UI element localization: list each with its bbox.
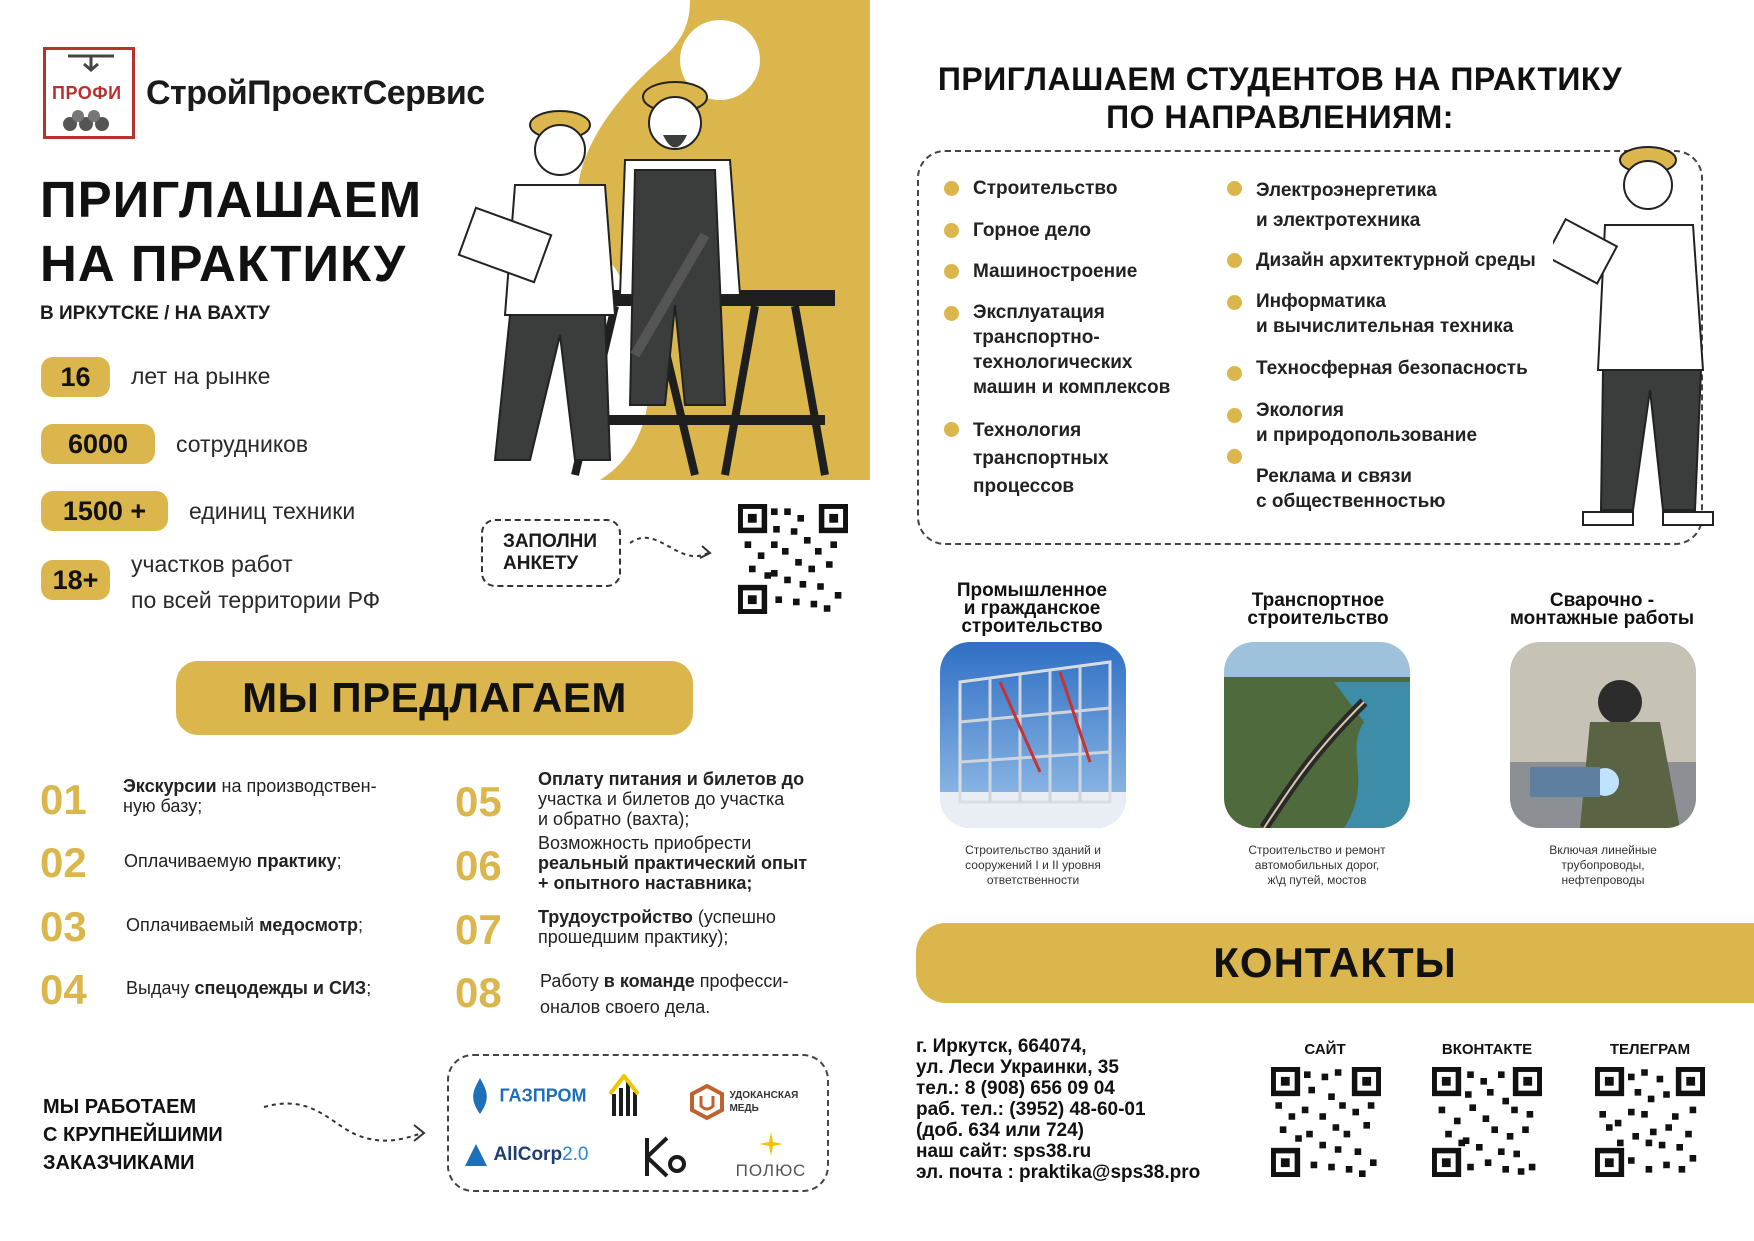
offer-number-07: 07 xyxy=(455,906,502,953)
offer-item-02-pre: Оплачиваемую xyxy=(124,851,257,871)
logo-crane-icon xyxy=(66,52,116,82)
contact-address-line-1: г. Иркутск, 664074, xyxy=(916,1036,1087,1057)
company-logo xyxy=(43,47,135,139)
bullet-dot-icon xyxy=(944,223,959,238)
contact-website[interactable]: наш сайт: sps38.ru xyxy=(916,1141,1092,1162)
logo-pipes-icon xyxy=(60,110,122,134)
stat-label-employees: сотрудников xyxy=(176,431,309,457)
qr-label-vk: ВКОНТАКТЕ xyxy=(1441,1041,1533,1058)
direction-item xyxy=(1256,176,1437,236)
offer-item-05-line-3: и обратно (вахта); xyxy=(538,809,690,829)
clients-title-line-2: С КРУПНЕЙШИМИ xyxy=(43,1124,223,1146)
offer-item-02-bold: практику xyxy=(256,851,337,871)
page-title-line-1: ПРИГЛАШАЕМ xyxy=(40,171,423,228)
offer-item-08-pre: Работу xyxy=(540,971,604,991)
contact-address-line-2: ул. Леси Украинки, 35 xyxy=(916,1057,1119,1078)
page-subtitle: В ИРКУТСКЕ / НА ВАХТУ xyxy=(40,303,270,324)
workers-illustration xyxy=(455,75,845,495)
category-title-line: Сварочно - xyxy=(1549,590,1655,611)
direction-item-line: с общественностью xyxy=(1256,491,1446,512)
udokan-logo-line-1: УДОКАНСКАЯ xyxy=(729,1090,799,1101)
clients-title-line-1: МЫ РАБОТАЕМ xyxy=(43,1096,197,1118)
offer-item-01-bold: Экскурсии xyxy=(123,776,217,796)
offer-item-02-rest: ; xyxy=(336,851,342,871)
offer-number-02: 02 xyxy=(40,839,87,886)
category-desc-line: трубопроводы, xyxy=(1561,858,1645,872)
bullet-dot-icon xyxy=(1227,181,1242,196)
stat-label-sites-line-2: по всей территории РФ xyxy=(131,587,381,613)
category-desc-welding xyxy=(1510,843,1696,888)
form-call-line-1: ЗАПОЛНИ xyxy=(503,531,598,552)
gazprom-logo xyxy=(465,1076,587,1116)
direction-item-line: технологических xyxy=(973,352,1133,373)
category-desc-line: сооружений I и II уровня xyxy=(965,858,1101,872)
category-desc-line: Строительство зданий и xyxy=(965,843,1101,857)
direction-item-line: Эксплуатация xyxy=(973,302,1105,323)
offer-number-03: 03 xyxy=(40,903,87,950)
page-title-line-2: НА ПРАКТИКУ xyxy=(40,235,407,292)
clients-logos-box xyxy=(447,1054,829,1192)
offer-item-08 xyxy=(540,968,788,1020)
welding-photo xyxy=(1510,642,1696,828)
page-title xyxy=(40,168,460,296)
allcorp-logo-version: 2.0 xyxy=(562,1144,589,1165)
clients-title-line-3: ЗАКАЗЧИКАМИ xyxy=(43,1152,195,1174)
qr-label-site: САЙТ xyxy=(1304,1041,1346,1058)
offer-item-01 xyxy=(123,776,377,816)
offer-item-04 xyxy=(126,978,371,998)
bullet-dot-icon xyxy=(1227,253,1242,268)
site-qr-code-icon[interactable] xyxy=(1271,1067,1381,1177)
offer-item-08-line-2: оналов своего дела. xyxy=(540,997,711,1017)
contact-info xyxy=(916,1036,1200,1183)
contacts-banner xyxy=(916,923,1754,1003)
direction-item-line: процессов xyxy=(973,476,1075,497)
industrial-construction-photo xyxy=(940,642,1126,828)
client-emblem-icon xyxy=(641,1134,687,1180)
bullet-dot-icon xyxy=(944,422,959,437)
direction-item-line: Экология xyxy=(1256,400,1345,421)
direction-item: Техносферная безопасность xyxy=(1256,358,1528,379)
direction-item: Горное дело xyxy=(973,220,1092,241)
stat-label-machinery: единиц техники xyxy=(189,498,356,524)
stat-badge-employees: 6000 xyxy=(41,424,155,464)
category-desc-line: Строительство и ремонт xyxy=(1248,843,1386,857)
clients-title xyxy=(43,1093,283,1177)
offer-item-01-rest: на производствен- xyxy=(216,776,377,796)
stat-label-sites-line-1: участков работ xyxy=(131,551,293,577)
category-desc-line: ответственности xyxy=(986,873,1080,887)
direction-item: Строительство xyxy=(973,178,1118,199)
clients-dashed-arrow-icon xyxy=(262,1095,432,1155)
direction-item-line: Реклама и связи xyxy=(1256,466,1412,487)
rosneft-logo-icon xyxy=(606,1074,642,1118)
category-title-line: строительство xyxy=(1247,608,1389,629)
offer-item-07-rest: (успешно xyxy=(692,907,776,927)
road-construction-photo xyxy=(1224,642,1410,828)
udokan-logo xyxy=(689,1084,798,1120)
direction-item xyxy=(973,300,1170,400)
contact-work-phone[interactable]: раб. тел.: (3952) 48-60-01 xyxy=(916,1099,1146,1120)
offer-number-05: 05 xyxy=(455,778,502,825)
offer-item-03-bold: медосмотр xyxy=(259,915,359,935)
offer-item-06-line-2: реальный практический опыт xyxy=(538,853,808,873)
offer-item-05-line-2: участка и билетов до участка xyxy=(538,789,785,809)
udokan-hexagon-icon xyxy=(689,1084,725,1120)
direction-item-line: Информатика xyxy=(1256,291,1386,312)
category-desc-line: ж\д путей, мостов xyxy=(1267,873,1367,887)
qr-label-telegram: ТЕЛЕГРАМ xyxy=(1609,1041,1691,1058)
category-title-line: Транспортное xyxy=(1251,590,1385,611)
allcorp-logo-text: AllCorp xyxy=(493,1144,563,1165)
allcorp-logo xyxy=(463,1142,588,1168)
bullet-dot-icon xyxy=(944,181,959,196)
category-title-line: Промышленное xyxy=(956,580,1108,601)
direction-item-line: транспортно- xyxy=(973,327,1100,348)
stat-badge-machinery: 1500 + xyxy=(41,491,168,531)
form-call-box[interactable] xyxy=(481,519,621,587)
offer-item-06 xyxy=(538,833,807,893)
stat-badge-sites: 18+ xyxy=(41,560,110,600)
direction-item-line: Технология xyxy=(973,420,1082,441)
gazprom-flame-icon xyxy=(465,1076,495,1116)
offer-item-07-line-2: прошедшим практику); xyxy=(538,927,729,947)
stat-label-years: лет на рынке xyxy=(131,363,271,389)
telegram-qr-code-icon[interactable] xyxy=(1595,1067,1705,1177)
contact-extension: (доб. 634 или 724) xyxy=(916,1120,1085,1141)
offer-item-03-rest: ; xyxy=(358,915,364,935)
contacts-banner-text: КОНТАКТЫ xyxy=(1213,939,1457,986)
offer-item-03 xyxy=(126,915,363,935)
form-call-line-2: АНКЕТУ xyxy=(503,553,579,574)
offer-item-02 xyxy=(124,851,342,871)
direction-item-line: и электротехника xyxy=(1256,210,1421,231)
direction-item-line: машин и комплексов xyxy=(973,377,1171,398)
offer-number-08: 08 xyxy=(455,969,502,1016)
offer-item-05 xyxy=(538,769,804,829)
form-qr-code-icon[interactable] xyxy=(738,504,848,614)
allcorp-arrow-icon xyxy=(463,1142,489,1168)
bullet-dot-icon xyxy=(1227,366,1242,381)
offer-item-05-line-1: Оплату питания и билетов до xyxy=(538,769,805,789)
directions-title xyxy=(910,60,1650,136)
direction-item-line: Электроэнергетика xyxy=(1256,180,1437,201)
offer-item-06-line-1: Возможность приобрести xyxy=(538,833,752,853)
category-desc-transport xyxy=(1224,843,1410,888)
offer-item-07-bold: Трудоустройство xyxy=(538,907,693,927)
worker-on-phone-illustration xyxy=(1553,140,1728,540)
category-desc-industrial xyxy=(940,843,1126,888)
direction-item xyxy=(1256,398,1477,448)
vk-qr-code-icon[interactable] xyxy=(1432,1067,1542,1177)
stat-badge-years: 16 xyxy=(41,357,110,397)
offer-number-04: 04 xyxy=(40,966,87,1013)
direction-item: Дизайн архитектурной среды xyxy=(1256,250,1536,271)
direction-item xyxy=(973,417,1109,501)
directions-title-line-2: ПО НАПРАВЛЕНИЯМ: xyxy=(1106,99,1454,135)
category-title-industrial xyxy=(917,582,1147,636)
offer-item-01-line-2: ную базу; xyxy=(123,796,203,816)
polyus-star-icon xyxy=(759,1132,783,1156)
category-title-line: строительство xyxy=(961,616,1103,637)
category-title-transport xyxy=(1203,592,1433,628)
bullet-dot-icon xyxy=(1227,295,1242,310)
logo-text: ПРОФИ xyxy=(52,83,122,103)
category-title-line: и гражданское xyxy=(963,598,1101,619)
direction-item-line: и вычислительная техника xyxy=(1256,316,1514,337)
offer-item-07 xyxy=(538,907,776,947)
offer-item-04-bold: спецодежды и СИЗ xyxy=(194,978,367,998)
dashed-arrow-icon xyxy=(628,528,718,568)
direction-item: Машиностроение xyxy=(973,261,1138,282)
direction-item xyxy=(1256,464,1446,514)
contact-phone[interactable]: тел.: 8 (908) 656 09 04 xyxy=(916,1078,1115,1099)
direction-item-line: транспортных xyxy=(973,448,1109,469)
offer-item-03-pre: Оплачиваемый xyxy=(126,915,260,935)
offer-item-06-line-3: + опытного наставника; xyxy=(538,873,753,893)
category-title-line: монтажные работы xyxy=(1509,608,1695,629)
company-name: СтройПроектСервис xyxy=(146,74,485,112)
polyus-logo xyxy=(731,1132,811,1181)
form-call-text xyxy=(503,531,597,575)
offer-item-08-rest: професси- xyxy=(694,971,789,991)
offer-item-08-bold: в команде xyxy=(603,971,695,991)
stat-label-sites xyxy=(131,546,380,618)
offer-number-06: 06 xyxy=(455,842,502,889)
category-desc-line: Включая линейные xyxy=(1549,843,1657,857)
bullet-dot-icon xyxy=(1227,408,1242,423)
category-title-welding xyxy=(1487,592,1717,628)
direction-item-line: и природопользование xyxy=(1256,425,1478,446)
directions-title-line-1: ПРИГЛАШАЕМ СТУДЕНТОВ НА ПРАКТИКУ xyxy=(937,61,1623,97)
offer-number-01: 01 xyxy=(40,776,87,823)
direction-item xyxy=(1256,289,1513,339)
category-desc-line: нефтепроводы xyxy=(1561,873,1645,887)
offer-item-04-rest: ; xyxy=(366,978,372,998)
polyus-logo-text: ПОЛЮС xyxy=(735,1161,807,1180)
bullet-dot-icon xyxy=(944,264,959,279)
offer-item-04-pre: Выдачу xyxy=(126,978,195,998)
udokan-logo-line-2: МЕДЬ xyxy=(729,1103,759,1114)
bullet-dot-icon xyxy=(1227,449,1242,464)
category-desc-line: автомобильных дорог, xyxy=(1254,858,1380,872)
offer-banner: МЫ ПРЕДЛАГАЕМ xyxy=(176,661,693,735)
gazprom-logo-text: ГАЗПРОМ xyxy=(499,1085,587,1106)
contact-email[interactable]: эл. почта : praktika@sps38.pro xyxy=(916,1162,1201,1183)
bullet-dot-icon xyxy=(944,306,959,321)
